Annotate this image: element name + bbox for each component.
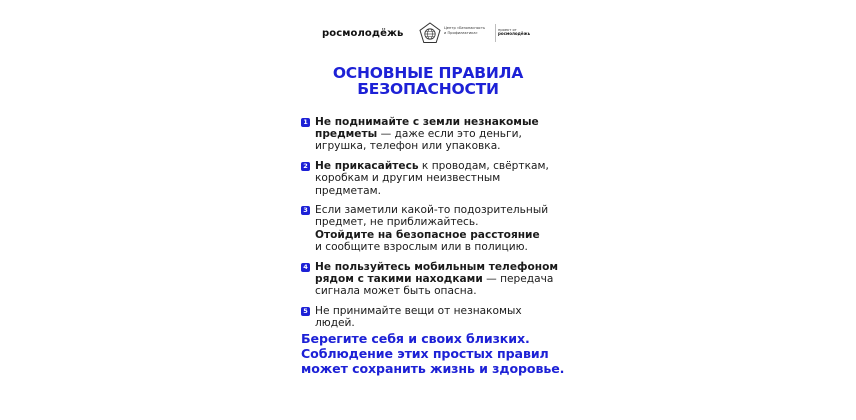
rule-number-badge: 5 [301,307,310,316]
rule-text: — передача сигнала может быть опасна. [315,272,554,297]
pentagon-globe-icon [419,22,441,44]
rule-text: — даже если это деньги, игрушка, телефон или упаковка. [315,128,522,153]
closing-line3: может сохранить жизнь и здоровье. [301,361,565,376]
project-of [498,28,530,37]
rule-emphasis: Не поднимайте с земли незнакомые предметы [315,116,539,141]
rule-text: Не принимайте вещи от незнакомых людей. [315,304,522,329]
rule-item-1 [301,116,563,153]
center-name [444,26,492,35]
title-line2: БЕЗОПАСНОСТИ [357,80,499,98]
rule-number-badge: 4 [301,263,310,272]
poster-header [289,22,567,46]
project-brand: росмолодёжь [498,31,531,37]
rule-item-5 [301,305,563,329]
project-of-label: проект от [498,28,517,32]
rule-item-4 [301,261,563,298]
rule-text: к проводам, свёрткам, коробкам и другим неизвестным предметам. [315,160,549,197]
rule-emphasis: Не пользуйтесь мобильным телефоном рядом с такими находками [315,260,559,285]
header-divider [495,24,496,42]
closing-line1: Берегите себя и своих близких. [301,331,530,346]
rule-item-2 [301,160,563,197]
safety-poster [289,0,567,420]
poster-title [289,65,567,97]
closing-message [289,331,567,376]
center-name-line2: и Профилактика» [444,30,478,35]
rule-number-badge: 3 [301,206,310,215]
rosmolodezh-logo: росмолодёжь [322,28,404,39]
title-line1: ОСНОВНЫЕ ПРАВИЛА [332,64,524,82]
rule-number-badge: 2 [301,162,310,171]
rule-number-badge: 1 [301,118,310,127]
rule-text: Если заметили какой-то подозрительный предмет, не приближайтесь. [315,204,549,229]
rule-text-after: и сообщите взрослым или в полицию. [315,240,528,253]
closing-line2: Соблюдение этих простых правил [301,346,549,361]
rule-emphasis: Отойдите на безопасное расстояние [315,228,540,241]
rule-emphasis: Не прикасайтесь [315,160,419,173]
center-name-line1: Центр «Безопасность [444,26,486,30]
rule-item-3 [301,204,563,253]
rules-list [301,116,563,329]
